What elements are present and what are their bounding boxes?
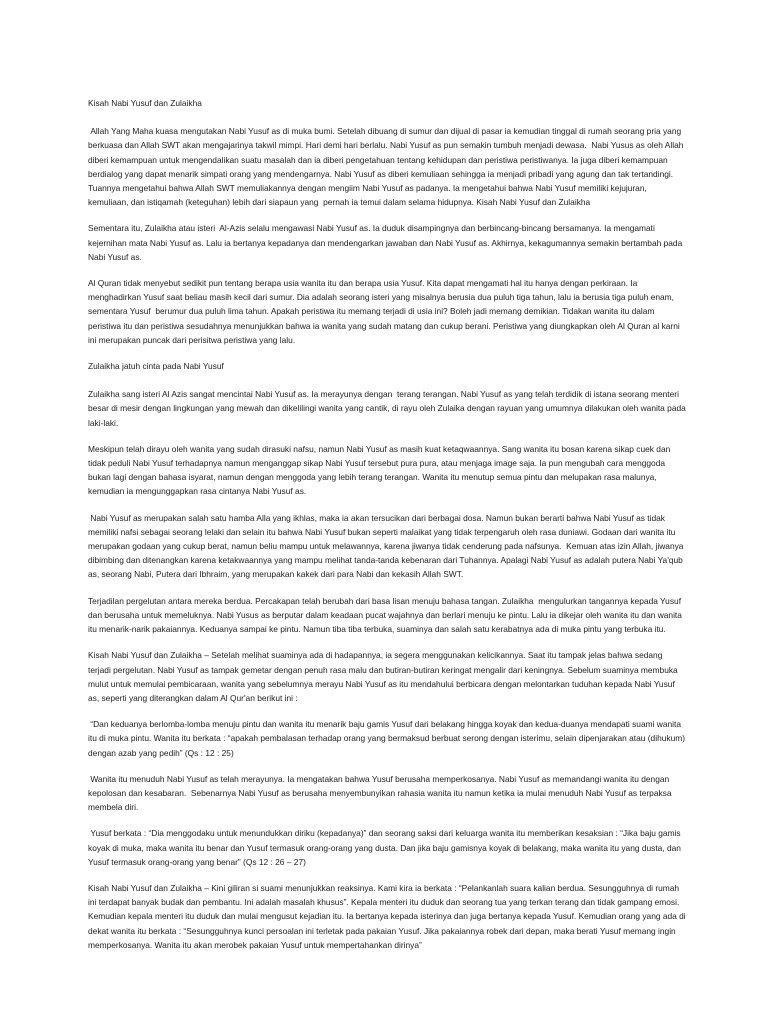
paragraph-3: Al Quran tidak menyebut sedikit pun tentang berapa usia wanita itu dan berapa usia Yusuf. Kita dapat mengamati hal itu hanya dengan perkiraan. Ia menghadirkan Yusuf saat beliau masih kecil dari sumur. Dia adalah seorang isteri yang misalnya berusia dua puluh tiga tahun, lalu ia berusia tiga puluh enam, sementara Yusuf berumur dua puluh lima tahun. Apakah peristiwa itu memang terjadi di usia ini? Boleh jadi memang demikian. Tidakan wanita itu dalam peristiwa itu dan peristiwa sesudahnya menunjukkan bahwa ia wanita yang sudah matang dan cukup berani. Peristiwa yang diungkapkan oleh Al Quran al karni ini merupakan puncak dari perisitwa peristiwa yang lalu. [88, 278, 683, 345]
paragraph-2: Sementara itu, Zulaikha atau isteri Al-Azis selalu mengawasi Nabi Yusuf as. Ia duduk disampingnya dan berbincang-bincang bersamanya. Ia mengamati kejernihan mata Nabi Yusuf as. Lalu ia bertanya kepadanya dan mendengarkan jawaban dan Nabi Yusuf as. Akhirnya, kekagumannya semakin bertambah pada Nabi Yusuf as. [88, 223, 685, 262]
quote-paragraph-1: “Dan keduanya berlomba-lomba menuju pintu dan wanita itu menarik baju gamis Yusuf dari belakang hingga koyak dan kedua-duanya mendapati suami wanita itu di muka pintu. Wanita itu berkata : “apakah pembalasan terhadap orang yang bermaksud berbuat serong dengan isterimu, selain dipenjarakan atau (dihukum) dengan azab yang pedih” (Qs : 12 : 25) [88, 719, 688, 758]
paragraph-1: Allah Yang Maha kuasa mengutakan Nabi Yusuf as di muka bumi. Setelah dibuang di sumur dan dijual di pasar ia kemudian tinggal di rumah seorang pria yang berkuasa dan Allah SWT akan mengajarinya takwil mimpi. Hari demi hari berlalu. Nabi Yusuf as pun semakin tumbuh menjadi dewasa. Nabi Yusus as oleh Allah diberi kemampuan untuk mengendalikan suatu masalah dan ia diberi pengetahuan tentang kehidupan dan peristiwa peristiwanya. Ia juga diberi kemampuan berdialog yang dapat menarik simpati orang yang mendengarnya. Nabi Yusuf as diberi kemuliaan sehingga ia menjadi pribadi yang agung dan tak tertandingi. Tuannya mengetahui bahwa Allah SWT memuliakannya dengan mengiim Nabi Yusuf as padanya. Ia mengetahui bahwa Nabi Yusuf memiliki kejujuran, kemuliaan, dan istiqamah (keteguhan) lebih dari siapaun yang pernah ia temui dalam selama hidupnya. Kisah Nabi Yusuf dan Zulaikha [88, 126, 686, 208]
document-title: Kisah Nabi Yusuf dan Zulaikha [88, 98, 202, 108]
paragraph-11: Wanita itu menuduh Nabi Yusuf as telah merayunya. Ia mengatakan bahwa Yusuf berusaha memperkosanya. Nabi Yusuf as memandangi wanita itu dengan kepolosan dan kesabaran. Sebenarnya Nabi Yusuf as berusaha menyembunyikan rahasia wanita itu namun ketika ia mulai menuduh Nabi Yusuf as terpaksa membela diri. [88, 773, 674, 813]
paragraph-7: Nabi Yusuf as merupakan salah satu hamba Alla yang ikhlas, maka ia akan tersucikan dari berbagai dosa. Namun bukan berarti bahwa Nabi Yusuf as tidak memiliki nafsi sebagai seorang lelaki dan selain itu bahwa Nabi Yusuf bukan seperti malaikat yang tidak terpengaruh oleh rasa duniawi. Godaan dari wanita itu merupakan godaan yang cukup berat, namun beliu mampu untuk melawannya, karena jiwanya tidak cenderung pada nafsunya. Kemuan atas izin Allah, jiwanya dibimbing dan ditenangkan karena ketakwaannya yang mampu melihat tanda-tanda kebenaran dari Tuhannya. Apalagi Nabi Yusuf as adalah putera Nabi Ya'qub as, seorang Nabi, Putera dari Ibhraim, yang merupakan kakek dari para Nabi dan kekasih Allah SWT. [88, 512, 686, 580]
quote-paragraph-2: Yusuf berkata : “Dia menggodaku untuk menundukkan diriku (kepadanya)” dan seorang saksi dari keluarga wanita itu memberikan kesaksian : “Jika baju gamis koyak di muka, maka wanita itu benar dan Yusuf termasuk orang-orang yang dusta. Dan jika baju gamisnya koyak di belakang, maka wanita itu yang dusta, dan Yusuf termasuk orang-orang yang benar” (Qs 12 : 26 – 27) [88, 828, 684, 867]
paragraph-5: Zulaikha sang isteri Al Azis sangat mencintai Nabi Yusuf as. Ia merayunya dengan terang terangan. Nabi Yusuf as yang telah terdidik di istana seorang menteri besar di mesir dengan lingkungan yang mewah dan dikelilingi wanita yang cantik, di rayu oleh Zulaika dengan rayuan yang umumnya dilakukan oleh wanita pada laki-laki. [88, 389, 689, 428]
section-heading: Zulaikha jatuh cinta pada Nabi Yusuf [88, 361, 224, 372]
paragraph-13: Kisah Nabi Yusuf dan Zulaikha – Kini giliran si suami menunjukkan reaksinya. Kami kira ia berkata : “Pelankanlah suara kalian berdua. Sesungguhnya di rumah ini terdapat banyak budak dan pembantu. Ini adalah masalah khusus”. Kepala menteri itu duduk dan seorang tua yang terkan terang dan tidak gampang emosi. Kemudian kepala menteri itu duduk dan mulai mengusut kejadian itu. Ia bertanya kepada isterinya dan juga bertanya kepada Yusuf. Kemudian orang yang ada di dekat wanita itu berkata : “Sesungguhnya kunci persoalan ini terletak pada pakaian Yusuf. Jika pakaiannya robek dari depan, maka berati Yusuf memang ingin memperkosanya. Wanita itu akan merobek pakaian Yusuf untuk mempertahankan dirinya” [88, 882, 688, 950]
paragraph-9: Kisah Nabi Yusuf dan Zulaikha – Setelah melihat suaminya ada di hadapannya, ia segera menggunakan kelicikannya. Saat itu tampak jelas bahwa sedang terjadi pergelutan. Nabi Yusuf as tampak gemetar dengan penuh rasa malu dan butiran-butiran keringat mengalir dari keningnya. Sebelum suaminya membuka mulut untuk memulai pembicaraan, wanita yang sebelumnya merayu Nabi Yusuf as itu mendahului berbicara dengan melontarkan tuduhan kepada Nabi Yusuf as, seperti yang diterangkan dalam Al Qur'an berikut ini : [88, 650, 681, 703]
paragraph-8: Terjadilan pergelutan antara mereka berdua. Percakapan telah berubah dari basa lisan menuju bahasa tangan. Zulaikha mengulurkan tangannya kepada Yusuf dan berusaha untuk memeluknya. Nabi Yusus as berputar dalam keadaan pucat wajahnya dan berlari menuju ke pintu. Lalu ia dikejar oleh wanita itu dan wanita itu menarik-narik pakaiannya. Keduanya sampai ke pintu. Namun tiba tiba terbuka, suaminya dan salah satu kerabatnya ada di muka pintu yang terbuka itu. [88, 595, 685, 635]
paragraph-6: Meskipun telah dirayu oleh wanita yang sudah dirasuki nafsu, namun Nabi Yusuf as masih kuat ketaqwaannya. Sang wanita itu bosan karena sikap cuek dan tidak peduli Nabi Yusuf terhadapnya namun menganggap sikap Nabi Yusuf tersebut pura pura, atau menjaga image saja. Ia pun mengubah cara menggoda bukan lagi dengan bahasa isyarat, namun dengan menggoda yang lebih terang terangan. Wanita itu menutup semua pintu dan melupakan rasa malunya, kemudian ia mengunggapkan rasa cintanya Nabi Yusuf as. [88, 443, 673, 497]
document-page [88, 96, 689, 964]
